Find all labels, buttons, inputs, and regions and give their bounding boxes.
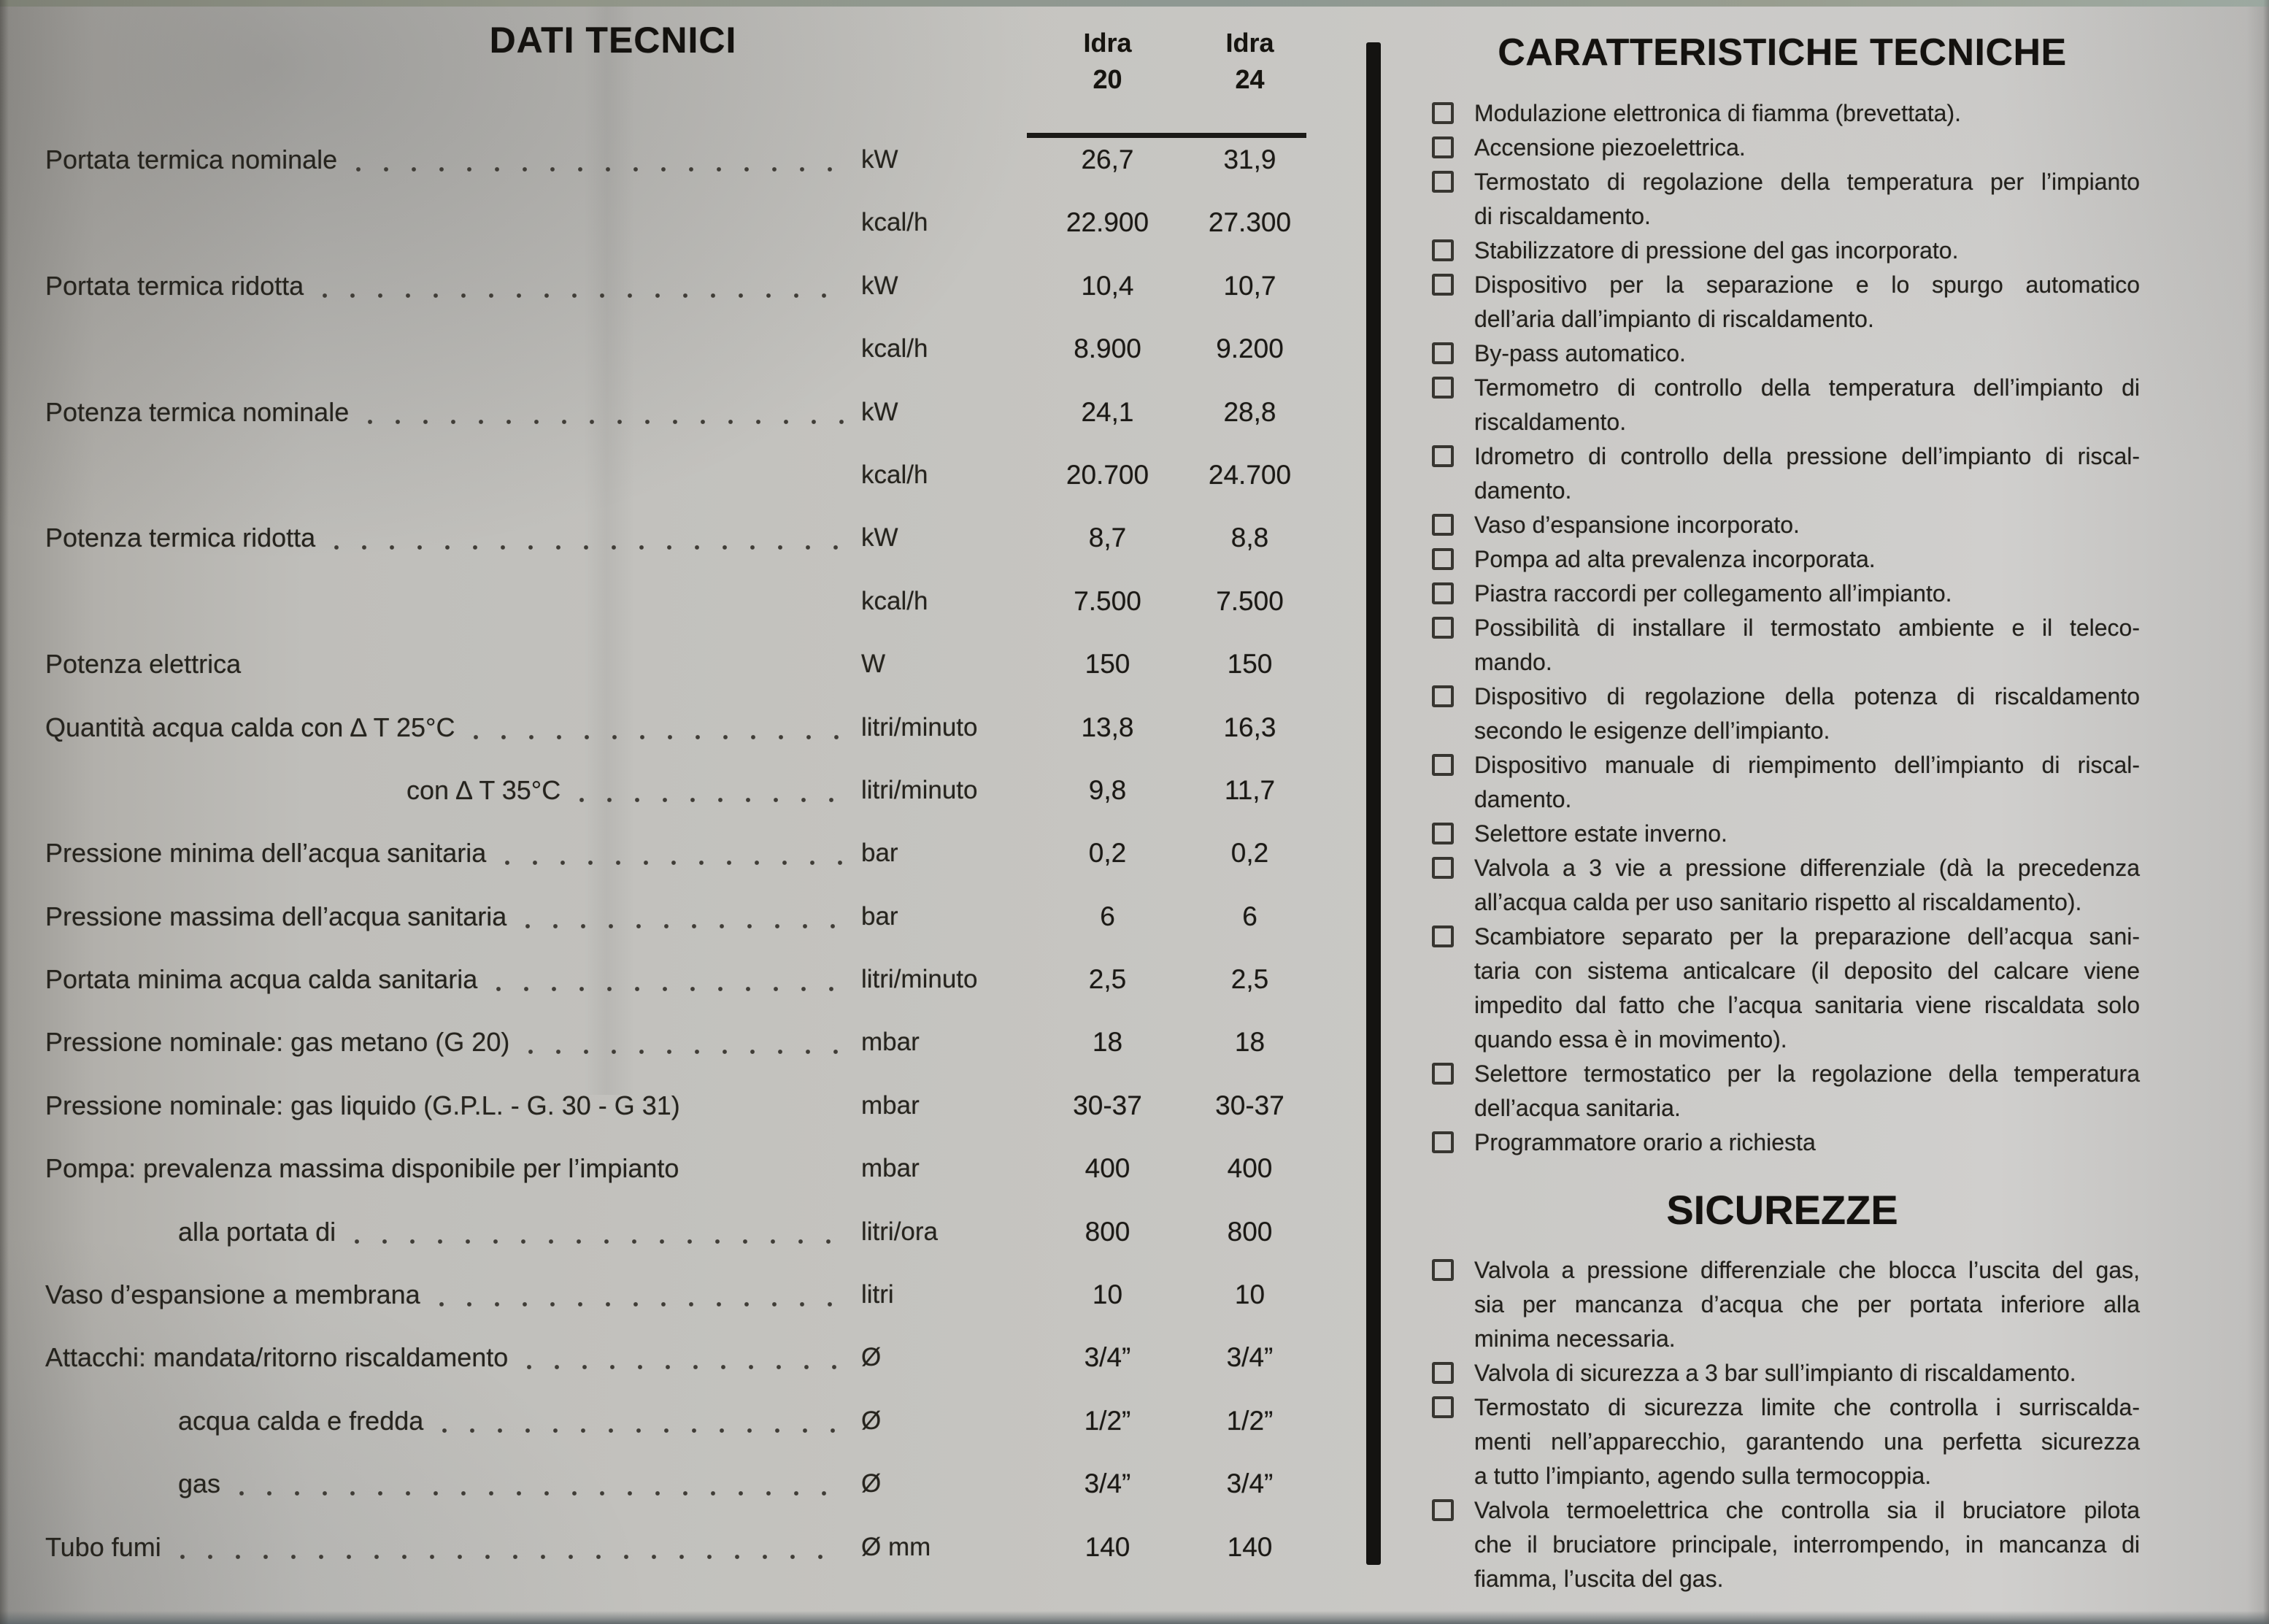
checklist-item-text (1474, 1493, 2140, 1596)
row-unit: kcal/h (861, 208, 928, 237)
checklist-line: Possibilità di installare il termostato ambiente e il teleco- (1474, 615, 2140, 641)
table-row (45, 900, 1321, 963)
checkbox-icon (1432, 102, 1454, 124)
row-unit: kcal/h (861, 586, 928, 615)
dotted-leader (698, 1152, 844, 1185)
row-label: Portata minima acqua calda sanitaria (45, 964, 478, 995)
checklist-line: Dispositivo per la separazione e lo spurgo automatico (1474, 272, 2140, 298)
row-unit: kW (861, 397, 898, 426)
row-unit: litri (861, 1280, 894, 1309)
table-row (45, 206, 1321, 269)
checklist-line: impedito dal fatto che l’acqua sanitaria viene riscaldata solo (1474, 992, 2140, 1018)
row-unit: bar (861, 901, 898, 931)
row-label: Pompa: prevalenza massima disponibile per l’impianto (45, 1153, 679, 1184)
dotted-leader (323, 269, 844, 303)
row-value-idra-20: 9,8 (1088, 774, 1127, 805)
row-unit: kW (861, 271, 898, 300)
checklist-line: Pompa ad alta prevalenza incorporata. (1474, 546, 1876, 572)
row-label: con ∆ T 35°C (407, 774, 561, 805)
checklist-line: Stabilizzatore di pressione del gas incorporato. (1474, 237, 1959, 263)
checkbox-icon (1432, 1499, 1454, 1521)
checklist-item (1425, 234, 2140, 268)
row-value-idra-24: 2,5 (1230, 964, 1269, 995)
row-unit: mbar (861, 1090, 920, 1120)
table-row (45, 836, 1321, 899)
row-value-idra-24: 3/4” (1226, 1469, 1274, 1499)
row-value-idra-24: 11,7 (1224, 774, 1276, 805)
table-row (45, 647, 1321, 710)
checkbox-icon (1432, 857, 1454, 879)
row-label: acqua calda e fredda (178, 1405, 424, 1436)
column-header-idra-24 (1179, 25, 1321, 98)
row-value-idra-20: 18 (1092, 1027, 1123, 1058)
row-unit: mbar (861, 1028, 920, 1057)
table-row (45, 143, 1321, 206)
checklist-item (1425, 577, 2140, 611)
table-row (45, 963, 1321, 1025)
checklist-line: Dispositivo di regolazione della potenza di riscaldamento (1474, 683, 2140, 709)
row-label: Potenza elettrica (45, 649, 242, 680)
checklist-line: all’acqua calda per uso sanitario rispetto al riscaldamento). (1474, 889, 2082, 915)
checklist-line: Dispositivo manuale di riempimento dell’impianto di riscal- (1474, 752, 2140, 778)
checklist-line: damento. (1474, 477, 1572, 504)
checklist-line: che il bruciatore principale, interrompendo, in mancanza di (1474, 1531, 2140, 1558)
checklist-item-text (1474, 1057, 2140, 1125)
checklist-line: di riscaldamento. (1474, 203, 1651, 229)
checklist-item (1425, 1057, 2140, 1125)
dotted-leader (239, 1467, 844, 1501)
dotted-leader (496, 963, 844, 996)
dotted-leader (525, 900, 844, 934)
checklist-item-text (1474, 920, 2140, 1057)
row-value-idra-24: 140 (1227, 1531, 1273, 1562)
checkbox-icon (1432, 1259, 1454, 1281)
dotted-leader (699, 1089, 844, 1123)
row-label: Tubo fumi (45, 1531, 161, 1562)
dotted-leader (439, 1278, 844, 1312)
checkbox-icon (1432, 1362, 1454, 1384)
dotted-leader (368, 396, 844, 429)
checklist-item (1425, 96, 2140, 131)
row-value-idra-24: 400 (1227, 1153, 1273, 1184)
table-row (45, 1278, 1321, 1341)
row-unit: bar (861, 839, 898, 868)
row-value-idra-20: 2,5 (1088, 964, 1127, 995)
column-header-model-name: Idra (1083, 28, 1132, 58)
scan-edge-bottom (0, 1611, 2269, 1624)
dotted-leader (334, 521, 844, 555)
row-label: Pressione minima dell’acqua sanitaria (45, 838, 487, 869)
checkbox-icon (1432, 823, 1454, 844)
row-unit: kW (861, 145, 898, 174)
checklist-line: quando essa è in movimento). (1474, 1026, 1787, 1052)
dotted-leader (180, 1531, 844, 1564)
row-value-idra-24: 31,9 (1223, 145, 1276, 174)
row-label: Quantità acqua calda con ∆ T 25°C (45, 712, 455, 742)
checkbox-icon (1432, 239, 1454, 261)
row-label: Attacchi: mandata/ritorno riscaldamento (45, 1342, 509, 1373)
checklist-line: secondo le esigenze dell’impianto. (1474, 717, 1830, 744)
column-header-model-name: Idra (1225, 28, 1274, 58)
row-label: Vaso d’espansione a membrana (45, 1279, 420, 1310)
row-value-idra-24: 6 (1242, 901, 1257, 931)
checklist-line: damento. (1474, 786, 1572, 812)
checkbox-icon (1432, 377, 1454, 399)
dotted-leader (355, 1215, 844, 1249)
checkbox-icon (1432, 1396, 1454, 1418)
checklist-line: Programmatore orario a richiesta (1474, 1129, 1816, 1155)
checklist-item (1425, 439, 2140, 508)
checklist-line: Scambiatore separato per la preparazione dell’acqua sani- (1474, 923, 2140, 950)
row-value-idra-24: 8,8 (1230, 523, 1269, 553)
checklist-line: fiamma, l’uscita del gas. (1474, 1566, 1724, 1592)
row-value-idra-20: 13,8 (1081, 712, 1134, 742)
table-row (45, 1152, 1321, 1215)
table-row (45, 1467, 1321, 1530)
checkbox-icon (1432, 925, 1454, 947)
table-row (45, 585, 1321, 647)
table-row (45, 1089, 1321, 1152)
checklist-line: Termostato di regolazione della temperatura per l’impianto (1474, 169, 2140, 195)
scan-edge-left (0, 0, 9, 1624)
checklist-line: menti nell’apparecchio, garantendo una perfetta sicurezza (1474, 1428, 2140, 1455)
row-value-idra-20: 140 (1085, 1531, 1130, 1562)
checkbox-icon (1432, 1131, 1454, 1153)
checklist-line: Valvola a 3 vie a pressione differenziale (dà la precedenza (1474, 855, 2140, 881)
row-value-idra-20: 24,1 (1081, 396, 1134, 427)
checklist-item (1425, 336, 2140, 371)
sicurezze-title: SICUREZZE (1666, 1187, 1898, 1233)
checklist-line: Selettore estate inverno. (1474, 820, 1727, 847)
checklist-line: Valvola termoelettrica che controlla sia il bruciatore pilota (1474, 1497, 2140, 1523)
dati-tecnici-title: DATI TECNICI (489, 20, 737, 61)
checklist-line: Selettore termostatico per la regolazione della temperatura (1474, 1061, 2140, 1087)
row-value-idra-20: 800 (1085, 1216, 1130, 1247)
checklist-line: By-pass automatico. (1474, 340, 1686, 366)
checklist-item-text (1474, 1253, 2140, 1356)
table-row (45, 1404, 1321, 1467)
checklist-item (1425, 1253, 2140, 1356)
checklist-line: Termometro di controllo della temperatura dell’impianto di (1474, 374, 2140, 401)
dotted-leader (356, 143, 844, 177)
row-value-idra-24: 1/2” (1226, 1405, 1274, 1436)
row-value-idra-24: 28,8 (1223, 396, 1276, 427)
row-unit: Ø mm (861, 1532, 931, 1561)
table-row (45, 332, 1321, 395)
row-value-idra-24: 800 (1227, 1216, 1273, 1247)
caratteristiche-section (1425, 31, 2140, 1596)
checklist-item (1425, 131, 2140, 165)
row-value-idra-20: 10 (1092, 1279, 1123, 1310)
checklist-line: Termostato di sicurezza limite che controlla i surriscalda- (1474, 1394, 2140, 1420)
checklist-item-text (1474, 1125, 2140, 1160)
row-value-idra-20: 30-37 (1073, 1090, 1142, 1120)
dotted-leader (528, 1025, 844, 1059)
row-value-idra-24: 10,7 (1223, 270, 1276, 301)
table-row (45, 1341, 1321, 1404)
dotted-leader (505, 836, 844, 870)
row-value-idra-24: 150 (1227, 649, 1273, 680)
row-unit: litri/minuto (861, 775, 978, 804)
sicurezze-list (1425, 1253, 2140, 1596)
table-row (45, 521, 1321, 584)
checklist-item (1425, 1390, 2140, 1493)
dotted-leader (64, 332, 844, 366)
dotted-leader (527, 1341, 844, 1374)
table-row (45, 1025, 1321, 1088)
row-unit: litri/minuto (861, 712, 978, 742)
row-value-idra-24: 27.300 (1208, 207, 1292, 238)
checklist-line: Idrometro di controllo della pressione dell’impianto di riscal- (1474, 443, 2140, 469)
row-value-idra-20: 26,7 (1081, 145, 1134, 174)
section-divider-bar (1366, 42, 1381, 1565)
checkbox-icon (1432, 582, 1454, 604)
checkbox-icon (1432, 548, 1454, 570)
column-header-underline (1027, 133, 1306, 138)
checklist-line: Accensione piezoelettrica. (1474, 134, 1746, 161)
table-row (45, 458, 1321, 521)
dotted-leader (442, 1404, 844, 1438)
row-label: Pressione nominale: gas metano (G 20) (45, 1027, 510, 1058)
checkbox-icon (1432, 274, 1454, 296)
row-value-idra-20: 6 (1100, 901, 1115, 931)
caratteristiche-title: CARATTERISTICHE TECNICHE (1498, 31, 2067, 74)
checklist-item (1425, 542, 2140, 577)
row-label: Pressione massima dell’acqua sanitaria (45, 901, 507, 931)
checklist-item (1425, 851, 2140, 920)
checklist-item-text (1474, 817, 2140, 851)
technical-data-table (45, 143, 1321, 1593)
checklist-item-text (1474, 748, 2140, 817)
row-label: Portata termica nominale (45, 145, 338, 174)
row-value-idra-20: 7.500 (1074, 585, 1141, 616)
scan-edge-right (2263, 0, 2269, 1624)
checklist-item-text (1474, 165, 2140, 234)
checklist-line: Piastra raccordi per collegamento all’impianto. (1474, 580, 1952, 607)
checklist-item (1425, 508, 2140, 542)
checklist-line: mando. (1474, 649, 1552, 675)
checklist-line: Valvola a pressione differenziale che blocca l’uscita del gas, (1474, 1257, 2140, 1283)
row-unit: Ø (861, 1343, 882, 1372)
checklist-item (1425, 680, 2140, 748)
row-value-idra-20: 1/2” (1084, 1405, 1131, 1436)
checkbox-icon (1432, 754, 1454, 776)
checkbox-icon (1432, 685, 1454, 707)
checklist-item-text (1474, 131, 2140, 165)
checklist-item (1425, 748, 2140, 817)
row-label: Pressione nominale: gas liquido (G.P.L. - G. 30 - G 31) (45, 1090, 680, 1120)
checklist-line: sia per mancanza d’acqua che per portata inferiore alla (1474, 1291, 2140, 1317)
checkbox-icon (1432, 445, 1454, 467)
checklist-line: riscaldamento. (1474, 409, 1627, 435)
checklist-item-text (1474, 542, 2140, 577)
row-value-idra-24: 7.500 (1216, 585, 1284, 616)
checklist-item-text (1474, 371, 2140, 439)
checkbox-icon (1432, 171, 1454, 193)
row-unit: Ø (861, 1406, 882, 1435)
checklist-item (1425, 920, 2140, 1057)
row-unit: kcal/h (861, 460, 928, 489)
row-value-idra-20: 8.900 (1074, 334, 1141, 364)
checklist-item-text (1474, 577, 2140, 611)
row-value-idra-20: 10,4 (1081, 270, 1134, 301)
checklist-item (1425, 1493, 2140, 1596)
checklist-item-text (1474, 508, 2140, 542)
checklist-line: Vaso d’espansione incorporato. (1474, 512, 1800, 538)
row-unit: W (861, 650, 886, 679)
caratteristiche-list (1425, 96, 2140, 1160)
row-value-idra-20: 20.700 (1066, 459, 1149, 490)
row-value-idra-20: 22.900 (1066, 207, 1149, 238)
checklist-item-text (1474, 96, 2140, 131)
checkbox-icon (1432, 617, 1454, 639)
row-value-idra-24: 30-37 (1215, 1090, 1284, 1120)
row-unit: Ø (861, 1469, 882, 1498)
row-value-idra-24: 3/4” (1226, 1342, 1274, 1373)
checklist-line: a tutto l’impianto, agendo sulla termocoppia. (1474, 1463, 1932, 1489)
checklist-item-text (1474, 611, 2140, 680)
dotted-leader (579, 774, 844, 807)
checklist-item (1425, 1125, 2140, 1160)
checklist-line: dell’acqua sanitaria. (1474, 1095, 1681, 1121)
checklist-item (1425, 817, 2140, 851)
checkbox-icon (1432, 136, 1454, 158)
row-unit: kcal/h (861, 334, 928, 363)
table-row (45, 774, 1321, 836)
row-value-idra-24: 24.700 (1208, 459, 1292, 490)
checklist-item-text (1474, 1356, 2140, 1390)
row-value-idra-20: 150 (1085, 649, 1130, 680)
checklist-item-text (1474, 1390, 2140, 1493)
row-unit: litri/minuto (861, 965, 978, 994)
checklist-item-text (1474, 439, 2140, 508)
checklist-line: Valvola di sicurezza a 3 bar sull’impianto di riscaldamento. (1474, 1360, 2076, 1386)
row-value-idra-20: 3/4” (1084, 1469, 1131, 1499)
dotted-leader (64, 585, 844, 618)
row-label: alla portata di (178, 1216, 336, 1247)
checklist-line: taria con sistema anticalcare (il deposito del calcare viene (1474, 958, 2140, 984)
dotted-leader (64, 458, 844, 492)
checkbox-icon (1432, 342, 1454, 364)
checklist-line: dell’aria dall’impianto di riscaldamento. (1474, 306, 1874, 332)
row-unit: kW (861, 523, 898, 553)
row-value-idra-24: 10 (1234, 1279, 1266, 1310)
checkbox-icon (1432, 514, 1454, 536)
row-label: gas (178, 1469, 221, 1499)
checklist-item-text (1474, 336, 2140, 371)
column-header-model-size: 20 (1093, 64, 1122, 94)
checklist-item-text (1474, 234, 2140, 268)
row-label: Potenza termica nominale (45, 396, 350, 427)
dotted-leader (64, 206, 844, 239)
column-header-model-size: 24 (1235, 64, 1265, 94)
row-value-idra-20: 0,2 (1088, 838, 1127, 869)
column-header-idra-20 (1036, 25, 1179, 98)
checklist-item-text (1474, 851, 2140, 920)
checklist-item (1425, 268, 2140, 336)
table-row (45, 711, 1321, 774)
table-row (45, 396, 1321, 458)
row-value-idra-20: 8,7 (1088, 523, 1127, 553)
checklist-line: minima necessaria. (1474, 1325, 1676, 1352)
dotted-leader (474, 711, 844, 744)
checklist-item (1425, 371, 2140, 439)
row-value-idra-24: 18 (1234, 1027, 1266, 1058)
checkbox-icon (1432, 1063, 1454, 1085)
row-value-idra-24: 0,2 (1230, 838, 1269, 869)
checklist-item-text (1474, 680, 2140, 748)
dotted-leader (260, 647, 844, 681)
row-value-idra-20: 400 (1085, 1153, 1130, 1184)
checklist-line: Modulazione elettronica di fiamma (brevettata). (1474, 100, 1961, 126)
checklist-item (1425, 611, 2140, 680)
row-value-idra-24: 16,3 (1223, 712, 1276, 742)
table-row (45, 1215, 1321, 1278)
row-label: Portata termica ridotta (45, 270, 304, 301)
row-unit: litri/ora (861, 1217, 939, 1246)
table-row (45, 269, 1321, 332)
table-row (45, 1531, 1321, 1593)
scan-edge-top (0, 0, 2269, 7)
row-value-idra-24: 9.200 (1216, 334, 1284, 364)
row-label: Potenza termica ridotta (45, 523, 316, 553)
checklist-item-text (1474, 268, 2140, 336)
checklist-item (1425, 1356, 2140, 1390)
row-unit: mbar (861, 1154, 920, 1183)
row-value-idra-20: 3/4” (1084, 1342, 1131, 1373)
checklist-item (1425, 165, 2140, 234)
